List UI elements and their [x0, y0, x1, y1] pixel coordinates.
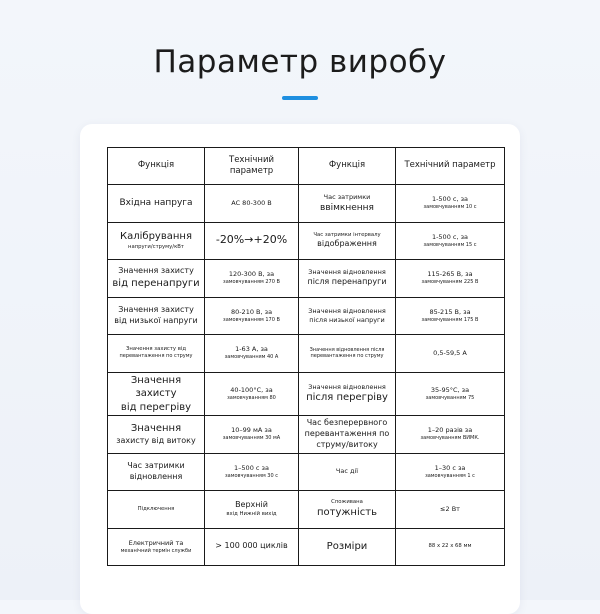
table-row — [108, 335, 505, 373]
cell-text: Калібрування — [120, 231, 192, 243]
parameter-cell — [396, 416, 505, 454]
function-cell — [108, 372, 205, 416]
cell-text: > 100 000 циклів — [215, 541, 288, 551]
cell-text: 85-215 В, за — [429, 307, 471, 316]
table-row — [108, 528, 505, 566]
parameter-cell — [396, 491, 505, 529]
cell-text: Верхній — [235, 500, 268, 510]
cell-text: Час затримки — [323, 192, 371, 201]
cell-text: замовчуванням 170 В — [223, 316, 280, 323]
cell-text: Значення відновлення після — [309, 346, 385, 353]
function-cell — [108, 260, 205, 298]
cell-text: 40-100°C, за — [230, 385, 273, 394]
cell-text: 1-500 с, за — [431, 195, 469, 204]
cell-text: Значення відновлення — [308, 382, 386, 391]
cell-text: струму/витоку — [316, 439, 378, 449]
parameter-cell — [396, 185, 505, 223]
parameter-cell — [205, 416, 299, 454]
cell-text: замовчуванням 30 мА — [222, 435, 281, 442]
parameter-cell — [205, 185, 299, 223]
parameter-cell — [205, 297, 299, 335]
title-underline — [282, 96, 318, 100]
cell-text: напруги/струму/кВт — [127, 243, 184, 250]
cell-text: Значення захисту від — [125, 346, 186, 353]
cell-text: замовчуванням 15 с — [423, 241, 477, 248]
cell-text: від перегріву — [120, 401, 192, 413]
function-cell — [299, 372, 396, 416]
cell-text: 1-63 А, за — [235, 345, 268, 354]
parameter-cell — [396, 335, 505, 373]
function-cell — [108, 453, 205, 491]
cell-text: Значення — [130, 423, 182, 435]
cell-text: Споживана — [331, 498, 363, 505]
cell-text: 0,5-59,5 А — [433, 348, 467, 357]
cell-text: 88 x 22 x 68 мм — [428, 543, 472, 550]
cell-text: замовчуванням 75 — [425, 394, 475, 401]
function-cell — [299, 491, 396, 529]
cell-text: Значення відновлення — [308, 306, 386, 315]
cell-text: відображення — [317, 238, 377, 248]
cell-text: механічний термін служби — [120, 547, 192, 554]
cell-text: перевантаження по струму — [310, 353, 384, 360]
header-function-2: Функція — [299, 148, 396, 185]
cell-text: 1–30 с за — [434, 463, 466, 472]
cell-text: замовчуванням 175 В — [421, 316, 479, 323]
cell-text: Значення захисту — [130, 374, 182, 399]
cell-text: від низької напруги — [114, 315, 198, 325]
parameter-cell — [205, 491, 299, 529]
table-row — [108, 185, 505, 223]
cell-text: від перенапруги — [112, 277, 200, 289]
cell-text: Розміри — [326, 541, 368, 552]
cell-text: вхід Нижній вихід — [226, 511, 277, 518]
table-row — [108, 453, 505, 491]
table-row — [108, 372, 505, 416]
table-row — [108, 491, 505, 529]
function-cell — [299, 335, 396, 373]
parameter-cell — [205, 335, 299, 373]
function-cell — [108, 528, 205, 566]
header-function-1: Функція — [108, 148, 205, 185]
cell-text: відновлення — [129, 471, 183, 481]
cell-text: Підключення — [137, 505, 175, 512]
cell-text: AC 80-300 В — [231, 198, 272, 207]
cell-text: Час затримки — [127, 460, 185, 470]
function-cell — [299, 416, 396, 454]
cell-text: 80-210 В, за — [230, 307, 273, 316]
cell-text: замовчуванням 30 с — [224, 472, 279, 479]
cell-text: Значення захисту — [118, 266, 194, 276]
parameter-cell — [205, 260, 299, 298]
function-cell — [299, 453, 396, 491]
cell-text: Час дії — [335, 467, 359, 476]
cell-text: 115-265 В, за — [427, 270, 473, 279]
parameter-cell — [396, 528, 505, 566]
cell-text: замовчуванням 10 с — [423, 204, 477, 211]
parameter-cell — [205, 453, 299, 491]
table-row — [108, 260, 505, 298]
cell-text: замовчуванням 40 А — [224, 354, 279, 361]
cell-text: -20%→+20% — [215, 233, 288, 247]
cell-text: Значення захисту — [118, 304, 194, 314]
cell-text: після низької напруги — [309, 315, 385, 324]
parameter-cell — [396, 260, 505, 298]
cell-text: ≤2 Вт — [440, 504, 460, 513]
function-cell — [299, 260, 396, 298]
function-cell — [108, 416, 205, 454]
function-cell — [299, 297, 396, 335]
cell-text: 35-95°C, за — [430, 385, 470, 394]
cell-text: захисту від витоку — [116, 435, 196, 445]
table-row — [108, 222, 505, 260]
cell-text: замовчуванням 270 В — [223, 279, 280, 286]
cell-text: Час затримки інтервалу — [313, 231, 381, 238]
cell-text: після перегріву — [306, 392, 388, 404]
cell-text: замовчуванням 80 — [227, 394, 276, 401]
parameter-cell — [205, 528, 299, 566]
cell-text: Значення відновлення — [308, 268, 386, 277]
table-row — [108, 416, 505, 454]
function-cell — [299, 528, 396, 566]
function-cell — [299, 185, 396, 223]
table-header-row — [108, 148, 505, 185]
cell-text: 1–20 разів за — [427, 426, 473, 435]
parameter-cell — [205, 372, 299, 416]
cell-text: перевантаження по струму — [119, 353, 193, 360]
cell-text: замовчуванням 225 В — [421, 279, 479, 286]
cell-text: Вхідна напруга — [119, 198, 193, 209]
cell-text: 1–500 с за — [234, 463, 269, 472]
cell-text: замовчуванням ВИМК. — [420, 435, 480, 442]
parameter-cell — [396, 222, 505, 260]
cell-text: потужність — [317, 507, 377, 519]
cell-text: 10–99 мА за — [231, 426, 272, 435]
header-parameter-2: Технічний параметр — [396, 148, 505, 185]
cell-text: Електричний та — [128, 538, 184, 547]
parameter-cell — [205, 222, 299, 260]
cell-text: 120-300 В, за — [228, 270, 275, 279]
table-row — [108, 297, 505, 335]
cell-text: ввімкнення — [320, 202, 374, 213]
function-cell — [108, 491, 205, 529]
cell-text: Час безперервного — [306, 418, 388, 428]
function-cell — [108, 222, 205, 260]
function-cell — [108, 335, 205, 373]
cell-text: після перенапруги — [307, 277, 387, 287]
cell-text: перевантаження по — [304, 428, 390, 438]
cell-text: замовчуванням 1 с — [425, 472, 475, 479]
cell-text: 1-500 с, за — [431, 232, 469, 241]
parameter-cell — [396, 453, 505, 491]
parameter-cell — [396, 297, 505, 335]
parameter-cell — [396, 372, 505, 416]
function-cell — [108, 297, 205, 335]
page-title: Параметр виробу — [153, 44, 447, 80]
function-cell — [299, 222, 396, 260]
params-table — [107, 147, 505, 566]
header-parameter-1: Технічний параметр — [205, 148, 299, 185]
function-cell — [108, 185, 205, 223]
